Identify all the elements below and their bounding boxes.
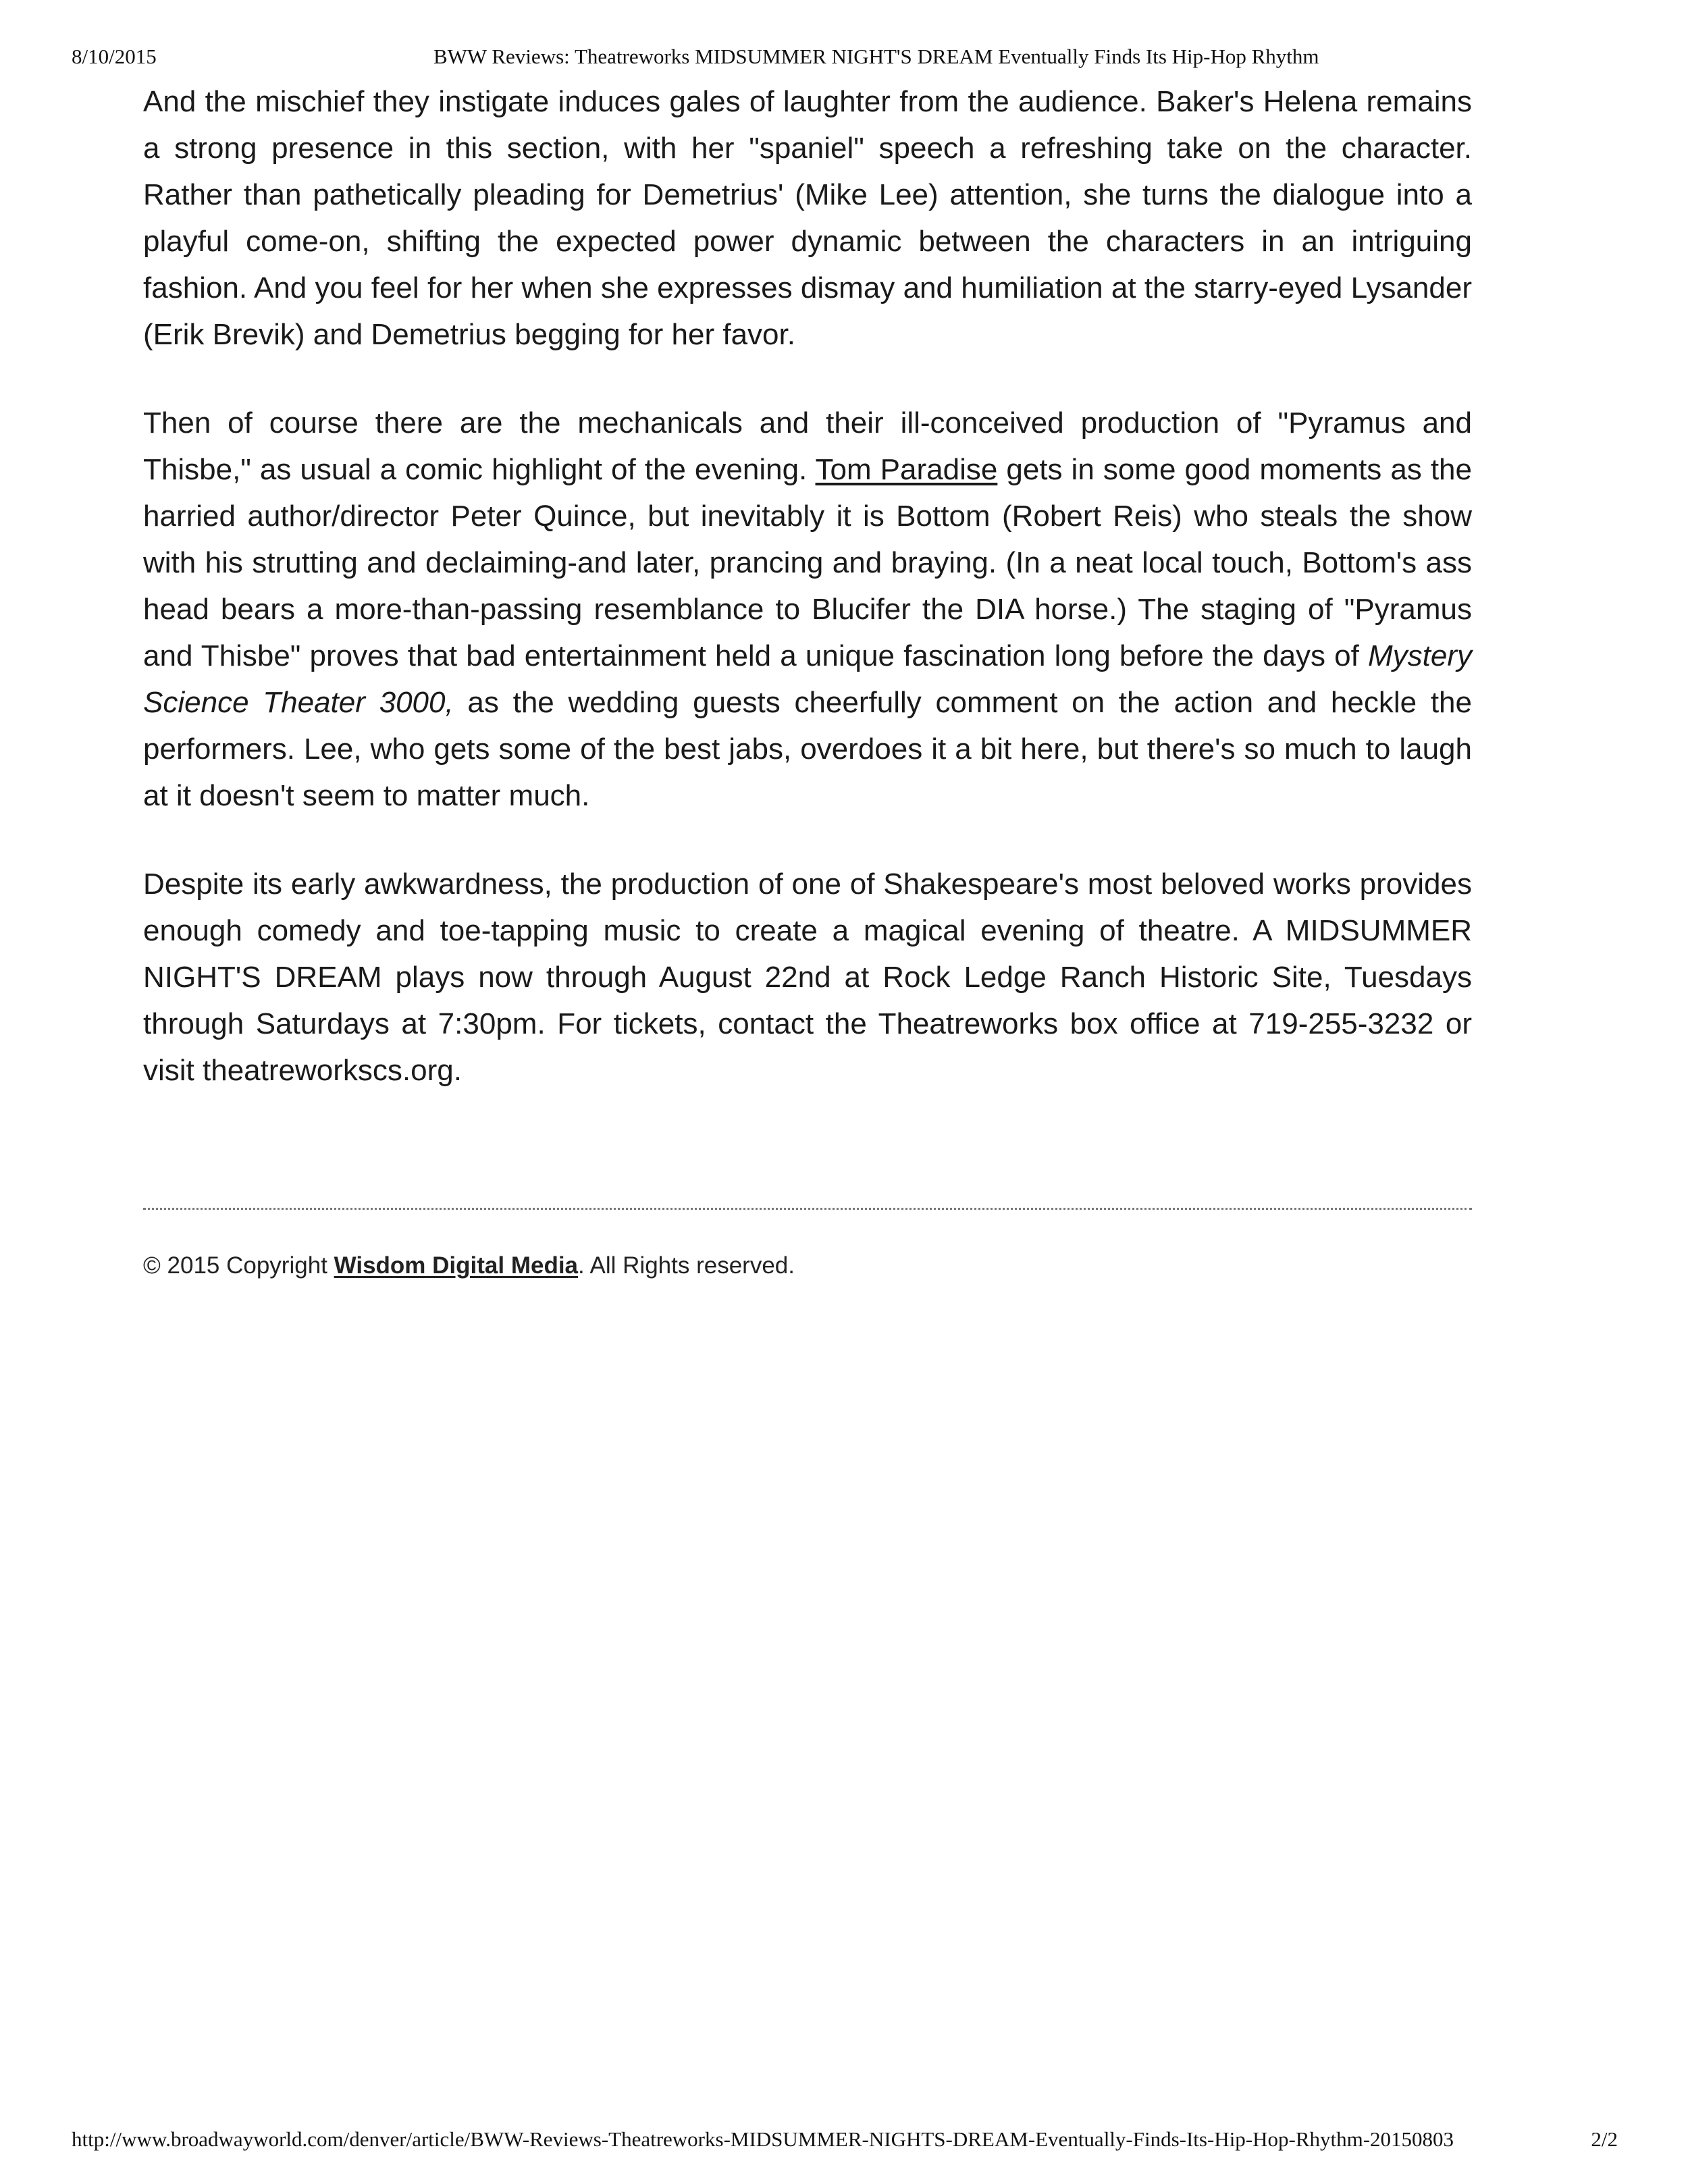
copyright-suffix: . All Rights reserved. <box>578 1252 795 1279</box>
paragraph-text: as the wedding guests cheerfully comment on the action and heckle the performers. Lee, who gets some of the best jabs, overdoes it a bit here, but there's so much to laugh at it doesn't seem to matter much. <box>143 686 1472 812</box>
paragraph-text: Then of course there are the mechanicals and their ill-conceived production of "Pyramus and Thisbe," as usual a comic highlight of the evening. <box>143 406 1472 486</box>
page-number: 2/2 <box>1591 2127 1618 2151</box>
italic-title: Mystery Science Theater 3000, <box>143 639 1472 719</box>
divider <box>143 1208 1472 1210</box>
page-title: BWW Reviews: Theatreworks MIDSUMMER NIGHT'S DREAM Eventually Finds Its Hip-Hop Rhythm <box>433 45 1319 68</box>
page-url: http://www.broadwayworld.com/denver/article/BWW-Reviews-Theatreworks-MIDSUMMER-NIGHTS-DREAM-Eventually-Finds-Its-Hip-Hop-Rhythm-20150803 <box>72 2127 1454 2151</box>
paragraph-conclusion: Despite its early awkwardness, the production of one of Shakespeare's most beloved works provides enough comedy and toe-tapping music to create a magical evening of theatre. A MIDSUMMER NIGHT'S DREAM plays now through August 22nd at Rock Ledge Ranch Historic Site, Tuesdays through Saturdays at 7:30pm. For tickets, contact the Theatreworks box office at 719-255-3232 or visit theatreworkscs.org. <box>143 868 1472 1087</box>
paragraph-text: gets in some good moments as the harried author/director Peter Quince, but inevitably it is Bottom (Robert Reis) who steals the show with his strutting and declaiming-and later, prancing and braying. (In a neat local touch, Bottom's ass head bears a more-than-passing resemblance to Blucifer the DIA horse.) The staging of "Pyramus and Thisbe" proves that bad entertainment held a unique fascination long before the days of <box>143 453 1472 672</box>
copyright-prefix: © 2015 Copyright <box>143 1252 334 1279</box>
copyright-notice <box>143 1249 1472 1283</box>
paragraph-mischief: And the mischief they instigate induces gales of laughter from the audience. Baker's Helena remains a strong presence in this section, with her "spaniel" speech a refreshing take on the character. Rather than pathetically pleading for Demetrius' (Mike Lee) attention, she turns the dialogue into a playful come-on, shifting the expected power dynamic between the characters in an intriguing fashion. And you feel for her when she expresses dismay and humiliation at the starry-eyed Lysander (Erik Brevik) and Demetrius begging for her favor. <box>143 85 1472 351</box>
print-date: 8/10/2015 <box>72 45 157 68</box>
print-header <box>72 42 1618 72</box>
print-footer <box>72 2125 1618 2154</box>
wisdom-digital-media-link[interactable]: Wisdom Digital Media <box>334 1252 579 1279</box>
paragraph-mechanicals <box>143 400 1472 819</box>
article-body <box>143 78 1472 1136</box>
tom-paradise-link[interactable]: Tom Paradise <box>815 453 998 486</box>
